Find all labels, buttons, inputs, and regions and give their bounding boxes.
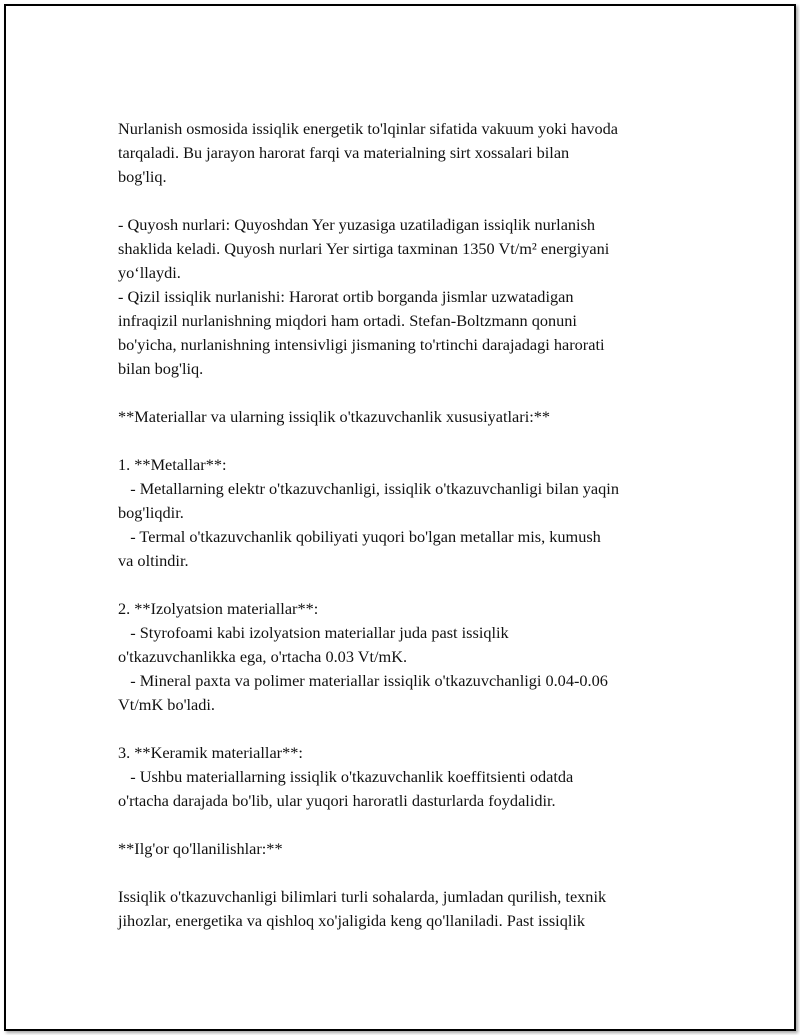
paragraph-gap bbox=[118, 429, 688, 453]
text-line: Nurlanish osmosida issiqlik energetik to'lqinlar sifatida vakuum yoki havoda bbox=[118, 119, 619, 138]
text-line: - Qizil issiqlik nurlanishi: Harorat ortib borganda jismlar uzwatadigan bbox=[118, 287, 574, 306]
list-item-title: 1. **Metallar**: bbox=[118, 455, 227, 474]
paragraph-gap bbox=[118, 573, 688, 597]
section-heading: **Materiallar va ularning issiqlik o'tkazuvchanlik xususiyatlari:** bbox=[118, 407, 551, 426]
text-line: Vt/mK bo'ladi. bbox=[118, 695, 215, 714]
paragraph-gap bbox=[118, 717, 688, 741]
text-line: Issiqlik o'tkazuvchanligi bilimlari turli sohalarda, jumladan qurilish, texnik bbox=[118, 887, 607, 906]
text-line: bog'liq. bbox=[118, 167, 167, 186]
paragraph-gap bbox=[118, 189, 688, 213]
text-line: - Termal o'tkazuvchanlik qobiliyati yuqori bo'lgan metallar mis, kumush bbox=[118, 527, 601, 546]
text-line: o'rtacha darajada bo'lib, ular yuqori haroratli dasturlarda foydalidir. bbox=[118, 791, 556, 810]
text-line: yo‘llaydi. bbox=[118, 263, 181, 282]
document-body bbox=[118, 117, 688, 933]
paragraph-applications-heading bbox=[118, 837, 688, 861]
text-line: - Ushbu materiallarning issiqlik o'tkazuvchanlik koeffitsienti odatda bbox=[118, 767, 574, 786]
paragraph-insulation bbox=[118, 597, 688, 717]
paragraph-metals bbox=[118, 453, 688, 573]
text-line: - Mineral paxta va polimer materiallar issiqlik o'tkazuvchanligi 0.04-0.06 bbox=[118, 671, 608, 690]
text-line: - Styrofoami kabi izolyatsion materiallar juda past issiqlik bbox=[118, 623, 509, 642]
paragraph-ceramics bbox=[118, 741, 688, 813]
list-item-title: 2. **Izolyatsion materiallar**: bbox=[118, 599, 319, 618]
paragraph-applications bbox=[118, 885, 688, 933]
text-line: - Metallarning elektr o'tkazuvchanligi, issiqlik o'tkazuvchanligi bilan yaqin bbox=[118, 479, 619, 498]
paragraph-radiation-list bbox=[118, 213, 688, 381]
text-line: o'tkazuvchanlikka ega, o'rtacha 0.03 Vt/mK. bbox=[118, 647, 408, 666]
paragraph-materials-heading bbox=[118, 405, 688, 429]
paragraph-gap bbox=[118, 813, 688, 837]
text-line: shaklida keladi. Quyosh nurlari Yer sirtiga taxminan 1350 Vt/m² energiyani bbox=[118, 239, 610, 258]
paragraph-intro bbox=[118, 117, 688, 189]
text-line: bilan bog'liq. bbox=[118, 359, 204, 378]
text-line: tarqaladi. Bu jarayon harorat farqi va materialning sirt xossalari bilan bbox=[118, 143, 570, 162]
section-heading: **Ilg'or qo'llanilishlar:** bbox=[118, 839, 283, 858]
text-line: bog'liqdir. bbox=[118, 503, 184, 522]
list-item-title: 3. **Keramik materiallar**: bbox=[118, 743, 303, 762]
paragraph-gap bbox=[118, 861, 688, 885]
text-line: jihozlar, energetika va qishloq xo'jaligida keng qo'llaniladi. Past issiqlik bbox=[118, 911, 586, 930]
text-line: va oltindir. bbox=[118, 551, 189, 570]
text-line: - Quyosh nurlari: Quyoshdan Yer yuzasiga uzatiladigan issiqlik nurlanish bbox=[118, 215, 596, 234]
paragraph-gap bbox=[118, 381, 688, 405]
text-line: infraqizil nurlanishning miqdori ham ortadi. Stefan-Boltzmann qonuni bbox=[118, 311, 577, 330]
text-line: bo'yicha, nurlanishning intensivligi jismaning to'rtinchi darajadagi harorati bbox=[118, 335, 605, 354]
